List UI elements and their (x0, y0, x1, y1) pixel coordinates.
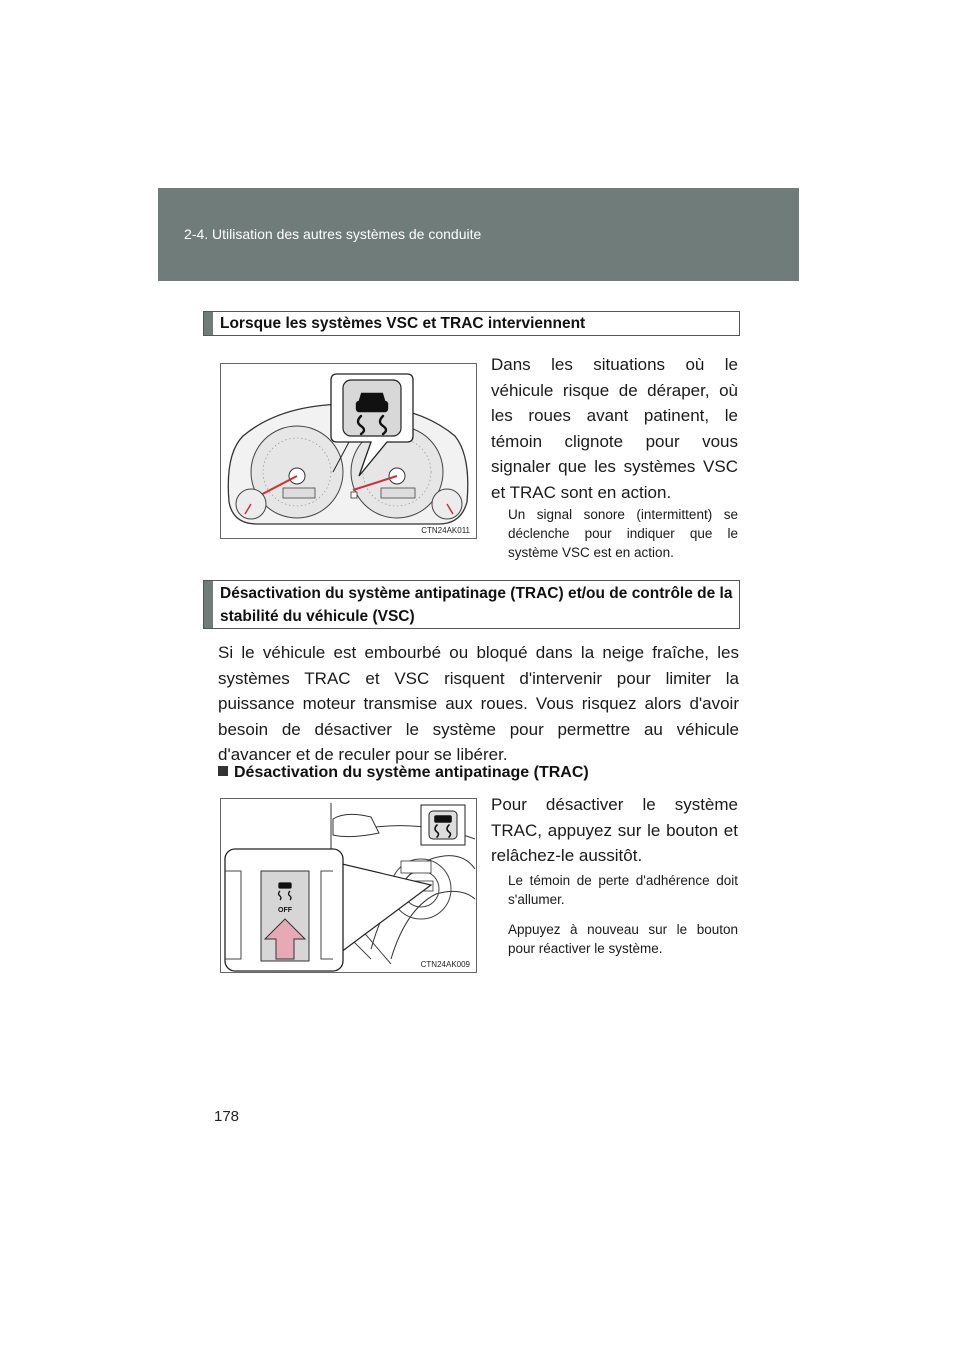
trac-off-button-figure (220, 798, 477, 973)
page-number: 178 (214, 1108, 240, 1125)
trac-reactivation-note: Appuyez à nouveau sur le bouton pour réactiver le système. (508, 922, 738, 956)
off-label: OFF (278, 907, 292, 914)
trac-deactivation-paragraph: Pour désactiver le système TRAC, appuyez sur le bouton et relâchez-le aussitôt. (491, 795, 738, 865)
section-heading-vsc-trac-active (203, 311, 740, 336)
trac-indicator-note: Le témoin de perte d'adhérence doit s'allumer. (508, 873, 738, 907)
vsc-trac-active-note: Un signal sonore (intermittent) se déclenche pour indiquer que le système VSC est en action. (508, 507, 738, 560)
figure-code: CTN24AK011 (421, 526, 470, 535)
figure-code: CTN24AK009 (420, 960, 470, 969)
section-tab (204, 312, 213, 335)
square-bullet-icon (218, 766, 228, 776)
section-heading-deactivation (203, 580, 740, 629)
deactivation-paragraph: Si le véhicule est embourbé ou bloqué dans la neige fraîche, les systèmes TRAC et VSC risquent d'intervenir pour limiter la puissance moteur transmise aux roues. Vous risquez alors d'avoir besoin de désactiver le système pour permettre au véhicule d'avancer et de reculer pour se libérer. (218, 643, 739, 764)
section-tab (204, 581, 213, 628)
dashboard-illustration (221, 799, 476, 972)
vsc-trac-active-paragraph: Dans les situations où le véhicule risque de déraper, où les roues avant patinent, le témoin clignote pour vous signaler que les systèmes VSC et TRAC sont en action. (491, 355, 738, 502)
chapter-header (158, 188, 799, 281)
chapter-title: 2-4. Utilisation des autres systèmes de conduite (184, 226, 482, 242)
instrument-cluster-figure (220, 363, 477, 539)
section-heading-text: Lorsque les systèmes VSC et TRAC interviennent (220, 315, 586, 332)
section-heading-text: Désactivation du système antipatinage (TRAC) et/ou de contrôle de la stabilité du véhicule (VSC) (220, 585, 733, 625)
subheading-text: Désactivation du système antipatinage (TRAC) (234, 764, 589, 781)
trac-deactivation-subheading (218, 764, 589, 782)
instrument-cluster-illustration (221, 364, 476, 538)
